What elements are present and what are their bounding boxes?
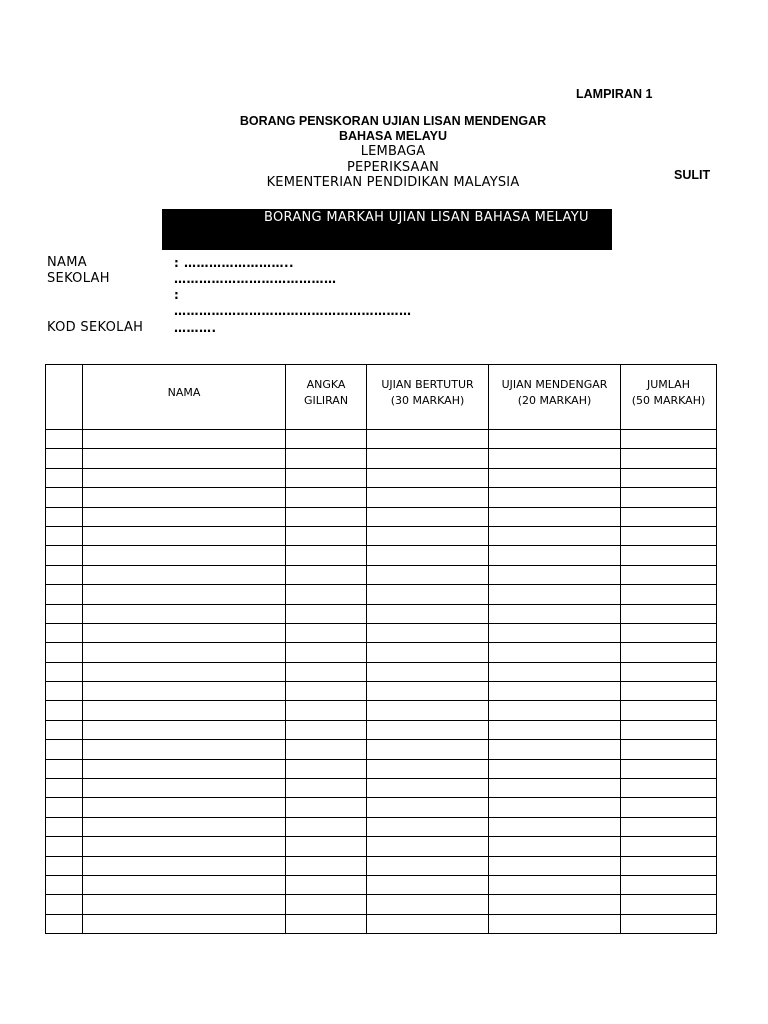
cell-bil[interactable] (46, 507, 83, 526)
cell-ujian-bertutur[interactable] (367, 430, 489, 449)
cell-angka-giliran[interactable] (286, 817, 367, 836)
cell-nama[interactable] (83, 779, 286, 798)
cell-nama[interactable] (83, 623, 286, 642)
table-row (46, 643, 717, 662)
header-bertutur-line1: UJIAN BERTUTUR (381, 378, 474, 391)
cell-bil[interactable] (46, 875, 83, 894)
cell-ujian-bertutur[interactable] (367, 585, 489, 604)
cell-nama[interactable] (83, 662, 286, 681)
cell-ujian-mendengar[interactable] (489, 430, 621, 449)
score-table-body (46, 430, 717, 934)
cell-jumlah[interactable] (621, 526, 717, 545)
cell-jumlah[interactable] (621, 856, 717, 875)
cell-bil[interactable] (46, 779, 83, 798)
cell-angka-giliran[interactable] (286, 526, 367, 545)
cell-bil[interactable] (46, 798, 83, 817)
cell-jumlah[interactable] (621, 914, 717, 933)
cell-angka-giliran[interactable] (286, 430, 367, 449)
cell-nama[interactable] (83, 798, 286, 817)
cell-ujian-mendengar[interactable] (489, 643, 621, 662)
cell-ujian-mendengar[interactable] (489, 468, 621, 487)
cell-bil[interactable] (46, 643, 83, 662)
cell-nama[interactable] (83, 526, 286, 545)
cell-bil[interactable] (46, 682, 83, 701)
cell-bil[interactable] (46, 914, 83, 933)
cell-bil[interactable] (46, 895, 83, 914)
cell-angka-giliran[interactable] (286, 914, 367, 933)
nama-field[interactable]: : …………………….. (174, 256, 295, 270)
cell-jumlah[interactable] (621, 895, 717, 914)
table-row (46, 507, 717, 526)
table-row (46, 740, 717, 759)
table-row (46, 895, 717, 914)
cell-bil[interactable] (46, 623, 83, 642)
cell-angka-giliran[interactable] (286, 682, 367, 701)
cell-jumlah[interactable] (621, 449, 717, 468)
cell-bil[interactable] (46, 720, 83, 739)
cell-ujian-bertutur[interactable] (367, 875, 489, 894)
cell-jumlah[interactable] (621, 430, 717, 449)
table-row (46, 526, 717, 545)
cell-nama[interactable] (83, 449, 286, 468)
cell-angka-giliran[interactable] (286, 449, 367, 468)
cell-jumlah[interactable] (621, 779, 717, 798)
title-line-2: BAHASA MELAYU (338, 129, 448, 143)
cell-ujian-mendengar[interactable] (489, 662, 621, 681)
cell-bil[interactable] (46, 449, 83, 468)
cell-bil[interactable] (46, 701, 83, 720)
table-row (46, 604, 717, 623)
cell-nama[interactable] (83, 546, 286, 565)
cell-angka-giliran[interactable] (286, 507, 367, 526)
table-row (46, 682, 717, 701)
title-line-1: BORANG PENSKORAN UJIAN LISAN MENDENGAR (239, 114, 547, 128)
cell-nama[interactable] (83, 507, 286, 526)
cell-bil[interactable] (46, 817, 83, 836)
cell-nama[interactable] (83, 585, 286, 604)
header-angka-line1: ANGKA (306, 378, 346, 391)
cell-jumlah[interactable] (621, 798, 717, 817)
cell-angka-giliran[interactable] (286, 895, 367, 914)
table-row (46, 468, 717, 487)
cell-ujian-bertutur[interactable] (367, 759, 489, 778)
cell-bil[interactable] (46, 759, 83, 778)
cell-nama[interactable] (83, 837, 286, 856)
cell-jumlah[interactable] (621, 585, 717, 604)
cell-ujian-bertutur[interactable] (367, 682, 489, 701)
table-row (46, 662, 717, 681)
header-ujian-bertutur (367, 365, 489, 430)
cell-angka-giliran[interactable] (286, 468, 367, 487)
cell-ujian-bertutur[interactable] (367, 526, 489, 545)
table-row (46, 565, 717, 584)
cell-ujian-bertutur[interactable] (367, 643, 489, 662)
cell-angka-giliran[interactable] (286, 856, 367, 875)
cell-ujian-mendengar[interactable] (489, 449, 621, 468)
cell-angka-giliran[interactable] (286, 720, 367, 739)
header-jumlah (621, 365, 717, 430)
header-mendengar-line1: UJIAN MENDENGAR (501, 378, 608, 391)
kod-sekolah-field[interactable]: ………. (174, 321, 217, 335)
cell-ujian-mendengar[interactable] (489, 817, 621, 836)
cell-ujian-bertutur[interactable] (367, 662, 489, 681)
cell-nama[interactable] (83, 468, 286, 487)
cell-ujian-mendengar[interactable] (489, 837, 621, 856)
cell-bil[interactable] (46, 662, 83, 681)
cell-ujian-bertutur[interactable] (367, 546, 489, 565)
cell-jumlah[interactable] (621, 488, 717, 507)
cell-nama[interactable] (83, 817, 286, 836)
table-row (46, 430, 717, 449)
sekolah-label: SEKOLAH (47, 271, 110, 286)
cell-nama[interactable] (83, 875, 286, 894)
cell-angka-giliran[interactable] (286, 488, 367, 507)
table-row (46, 720, 717, 739)
cell-ujian-mendengar[interactable] (489, 895, 621, 914)
cell-nama[interactable] (83, 856, 286, 875)
table-row (46, 798, 717, 817)
cell-jumlah[interactable] (621, 720, 717, 739)
cell-angka-giliran[interactable] (286, 740, 367, 759)
table-row (46, 875, 717, 894)
cell-jumlah[interactable] (621, 643, 717, 662)
title-line-3: LEMBAGA (360, 144, 426, 159)
cell-ujian-bertutur[interactable] (367, 565, 489, 584)
cell-bil[interactable] (46, 430, 83, 449)
cell-nama[interactable] (83, 914, 286, 933)
cell-jumlah[interactable] (621, 623, 717, 642)
header-jumlah-line1: JUMLAH (647, 378, 690, 391)
header-bertutur-line2: (30 MARKAH) (390, 394, 465, 407)
cell-nama[interactable] (83, 895, 286, 914)
sekolah-field[interactable]: ………………………………… (174, 272, 337, 286)
cell-nama[interactable] (83, 488, 286, 507)
cell-bil[interactable] (46, 526, 83, 545)
cell-jumlah[interactable] (621, 875, 717, 894)
cell-ujian-mendengar[interactable] (489, 914, 621, 933)
cell-jumlah[interactable] (621, 759, 717, 778)
cell-nama[interactable] (83, 604, 286, 623)
sekolah-field-line2[interactable]: ………………………………………………… (174, 304, 412, 318)
cell-ujian-mendengar[interactable] (489, 585, 621, 604)
cell-jumlah[interactable] (621, 682, 717, 701)
cell-ujian-mendengar[interactable] (489, 507, 621, 526)
cell-ujian-mendengar[interactable] (489, 701, 621, 720)
cell-ujian-mendengar[interactable] (489, 565, 621, 584)
cell-ujian-mendengar[interactable] (489, 740, 621, 759)
table-row (46, 914, 717, 933)
table-row (46, 623, 717, 642)
cell-bil[interactable] (46, 546, 83, 565)
table-row (46, 837, 717, 856)
table-row (46, 546, 717, 565)
cell-ujian-bertutur[interactable] (367, 914, 489, 933)
cell-ujian-bertutur[interactable] (367, 856, 489, 875)
cell-ujian-bertutur[interactable] (367, 817, 489, 836)
lampiran-label: LAMPIRAN 1 (576, 87, 653, 101)
section-banner-text: BORANG MARKAH UJIAN LISAN BAHASA MELAYU (264, 210, 589, 225)
cell-ujian-bertutur[interactable] (367, 449, 489, 468)
table-row (46, 817, 717, 836)
cell-ujian-mendengar[interactable] (489, 875, 621, 894)
header-nama (83, 365, 286, 430)
cell-jumlah[interactable] (621, 817, 717, 836)
cell-angka-giliran[interactable] (286, 565, 367, 584)
header-angka-giliran (286, 365, 367, 430)
cell-angka-giliran[interactable] (286, 546, 367, 565)
cell-jumlah[interactable] (621, 565, 717, 584)
cell-ujian-mendengar[interactable] (489, 488, 621, 507)
table-row (46, 759, 717, 778)
cell-bil[interactable] (46, 604, 83, 623)
cell-angka-giliran[interactable] (286, 798, 367, 817)
cell-ujian-mendengar[interactable] (489, 720, 621, 739)
cell-nama[interactable] (83, 720, 286, 739)
header-angka-line2: GILIRAN (303, 394, 349, 407)
cell-bil[interactable] (46, 565, 83, 584)
cell-jumlah[interactable] (621, 468, 717, 487)
table-row (46, 701, 717, 720)
cell-jumlah[interactable] (621, 507, 717, 526)
cell-ujian-bertutur[interactable] (367, 488, 489, 507)
cell-jumlah[interactable] (621, 546, 717, 565)
cell-angka-giliran[interactable] (286, 837, 367, 856)
title-line-4: PEPERIKSAAN (346, 159, 440, 175)
cell-ujian-bertutur[interactable] (367, 623, 489, 642)
sulit-label: SULIT (674, 168, 711, 182)
cell-angka-giliran[interactable] (286, 662, 367, 681)
cell-ujian-mendengar[interactable] (489, 526, 621, 545)
cell-jumlah[interactable] (621, 604, 717, 623)
cell-jumlah[interactable] (621, 740, 717, 759)
table-row (46, 488, 717, 507)
header-mendengar-line2: (20 MARKAH) (517, 394, 592, 407)
cell-ujian-bertutur[interactable] (367, 468, 489, 487)
table-row (46, 585, 717, 604)
cell-ujian-bertutur[interactable] (367, 779, 489, 798)
cell-bil[interactable] (46, 468, 83, 487)
cell-bil[interactable] (46, 740, 83, 759)
cell-jumlah[interactable] (621, 837, 717, 856)
cell-angka-giliran[interactable] (286, 875, 367, 894)
form-title (192, 114, 594, 191)
cell-nama[interactable] (83, 643, 286, 662)
cell-angka-giliran[interactable] (286, 623, 367, 642)
cell-ujian-bertutur[interactable] (367, 604, 489, 623)
cell-angka-giliran[interactable] (286, 604, 367, 623)
cell-bil[interactable] (46, 488, 83, 507)
cell-ujian-bertutur[interactable] (367, 720, 489, 739)
cell-ujian-bertutur[interactable] (367, 798, 489, 817)
cell-ujian-bertutur[interactable] (367, 507, 489, 526)
header-jumlah-line2: (50 MARKAH) (631, 394, 706, 407)
cell-ujian-mendengar[interactable] (489, 856, 621, 875)
cell-nama[interactable] (83, 430, 286, 449)
table-row (46, 856, 717, 875)
cell-nama[interactable] (83, 740, 286, 759)
table-row (46, 449, 717, 468)
header-nama-text: NAMA (167, 386, 201, 399)
cell-jumlah[interactable] (621, 701, 717, 720)
header-ujian-mendengar (489, 365, 621, 430)
cell-angka-giliran[interactable] (286, 779, 367, 798)
cell-ujian-bertutur[interactable] (367, 895, 489, 914)
cell-nama[interactable] (83, 759, 286, 778)
header-bil (46, 365, 83, 430)
kod-sekolah-label: KOD SEKOLAH (47, 320, 144, 335)
cell-ujian-mendengar[interactable] (489, 546, 621, 565)
cell-bil[interactable] (46, 585, 83, 604)
cell-nama[interactable] (83, 565, 286, 584)
sekolah-colon: : (174, 288, 180, 302)
cell-bil[interactable] (46, 856, 83, 875)
cell-angka-giliran[interactable] (286, 585, 367, 604)
cell-ujian-mendengar[interactable] (489, 759, 621, 778)
cell-ujian-mendengar[interactable] (489, 682, 621, 701)
cell-angka-giliran[interactable] (286, 701, 367, 720)
table-row (46, 779, 717, 798)
cell-ujian-bertutur[interactable] (367, 740, 489, 759)
cell-ujian-mendengar[interactable] (489, 604, 621, 623)
nama-label: NAMA (47, 255, 87, 270)
cell-angka-giliran[interactable] (286, 643, 367, 662)
cell-jumlah[interactable] (621, 662, 717, 681)
cell-nama[interactable] (83, 682, 286, 701)
title-line-5: KEMENTERIAN PENDIDIKAN MALAYSIA (266, 175, 520, 190)
score-table (45, 364, 717, 934)
cell-bil[interactable] (46, 837, 83, 856)
cell-ujian-mendengar[interactable] (489, 623, 621, 642)
cell-ujian-bertutur[interactable] (367, 701, 489, 720)
section-banner (162, 209, 612, 250)
cell-nama[interactable] (83, 701, 286, 720)
cell-angka-giliran[interactable] (286, 759, 367, 778)
cell-ujian-bertutur[interactable] (367, 837, 489, 856)
cell-ujian-mendengar[interactable] (489, 798, 621, 817)
cell-ujian-mendengar[interactable] (489, 779, 621, 798)
table-header-row (46, 365, 717, 430)
